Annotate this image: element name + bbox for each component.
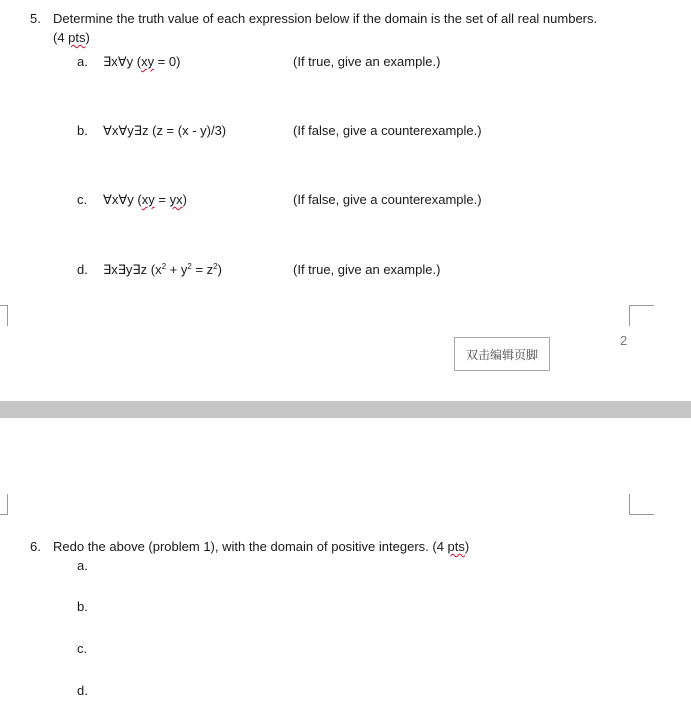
question-6-text: Redo the above (problem 1), with the domain of positive integers. (4 pts) (53, 539, 470, 554)
page-margin-mark-left-bottom (0, 305, 8, 326)
item-d-label: d. (77, 262, 88, 277)
item-a-hint: (If true, give an example.) (293, 54, 441, 69)
item-a-label: a. (77, 54, 88, 69)
item-d-expression: ∃x∃y∃z $(x^2 + y^2 = z^2)$ (103, 262, 222, 277)
page-margin-mark-left-top (0, 494, 8, 515)
item-b-label: b. (77, 123, 88, 138)
q6-item-b-label: b. (77, 599, 88, 614)
item-a-expression: ∃x∀y (xy = 0) (103, 54, 181, 69)
question-5-points: (4 pts) (53, 30, 90, 45)
q6-item-c-label: c. (77, 641, 88, 656)
page-number: 2 (620, 333, 628, 348)
page-separator (0, 401, 691, 418)
q6-item-d-label: d. (77, 683, 88, 698)
question-5-text: Determine the truth value of each expression below if the domain is the set of all real numbers. (53, 11, 598, 26)
question-5-number: 5. (30, 11, 41, 26)
page-margin-mark-right-top (629, 494, 654, 515)
item-c-expression: ∀x∀y (xy = yx) (103, 192, 187, 207)
question-6-number: 6. (30, 539, 41, 554)
item-b-expression: ∀x∀y∃z (z = (x - y)/3) (103, 123, 227, 138)
q6-item-a-label: a. (77, 558, 88, 573)
edit-footer-button[interactable]: 双击编辑页脚 (454, 337, 550, 371)
page-margin-mark-right-bottom (629, 305, 654, 326)
item-b-hint: (If false, give a counterexample.) (293, 123, 482, 138)
item-c-label: c. (77, 192, 88, 207)
item-d-hint: (If true, give an example.) (293, 262, 441, 277)
item-c-hint: (If false, give a counterexample.) (293, 192, 482, 207)
